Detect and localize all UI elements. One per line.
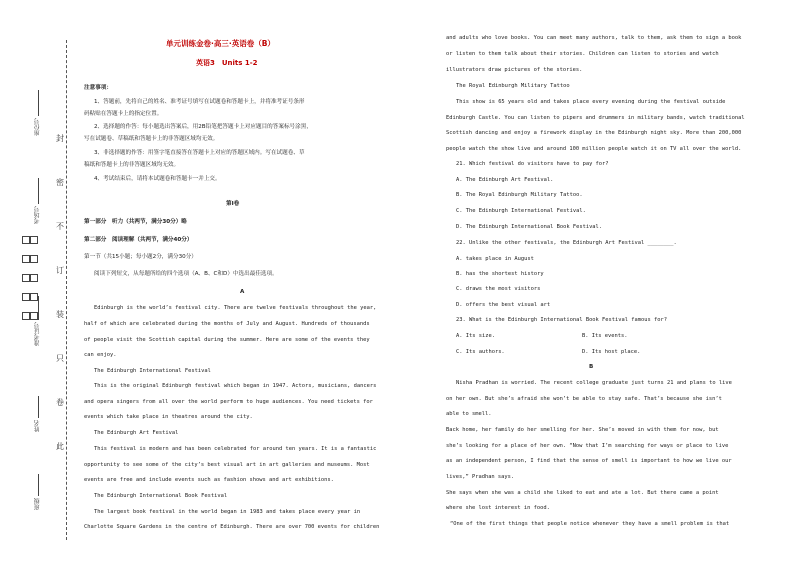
passage-line: as an independent person, I find that the sense of smell is important to how we live our [446,458,732,464]
notice-line: 2、选择题的作答：每小题选出答案后，用2B铅笔把答题卡上对应题目的答案标号涂黑， [94,124,312,130]
question-option[interactable]: B. Its events. [582,333,628,339]
passage-line: of people visit the Scottish capital during the summer. Here are some of the events they [84,337,370,343]
seat-number-label: 座位号 [34,118,41,136]
question-option[interactable]: D. The Edinburgh International Book Festival. [456,224,603,230]
exam-title: 单元训练金卷·高三·英语卷（B） [166,39,275,48]
notice-line: 3、非选择题的作答：用签字笔直接答在答题卡上对应的答题区域内。写在试题卷、草 [94,150,305,156]
passage-line: events are free and include events such as fashion shows and art exhibitions. [84,477,334,483]
section1-heading: 第一节（共15小题；每小题2分，满分30分） [84,254,197,260]
passage-line: This show is 65 years old and takes place every evening during the festival outside [456,99,726,105]
question-stem: 22. Unlike the other festivals, the Edinburgh Art Festival ________. [456,240,677,246]
binding-strip [0,0,66,562]
notice-heading: 注意事项： [84,85,112,91]
seat-number-line[interactable] [38,90,39,116]
binding-char: 只 [56,354,64,363]
question-option[interactable]: A. takes place in August [456,256,534,262]
notice-line: 1、答题前，先将自己的姓名、准考证号填写在试题卷和答题卡上，并将准考证号条形 [94,99,305,105]
passage-line: and adults who love books. You can meet many authors, talk to them, ask them to sign a book [446,35,742,41]
part1-heading: 第一部分 听力（共两节，满分30分）略 [84,219,187,225]
passage-line: or listen to them talk about their stories. Children can listen to stories and watch [446,51,719,57]
passage-a-letter: A [240,289,245,295]
class-label: 班级 [34,498,41,510]
passage-line: can enjoy. [84,352,117,358]
binding-char: 密 [56,178,64,187]
question-option[interactable]: A. Its size. [456,333,495,339]
class-line[interactable] [38,474,39,496]
room-number-line[interactable] [38,178,39,204]
notice-line: 稿纸和答题卡上的非答题区域均无效。 [84,162,180,168]
passage-line: She says when she was a child she liked to eat and ate a lot. But there came a point [446,490,719,496]
name-line[interactable] [38,396,39,418]
question-option[interactable]: B. has the shortest history [456,271,544,277]
passage-line: lives,” Pradhan says. [446,474,515,480]
passage-line: Edinburgh Castle. You can listen to pipers and drummers in military bands, watch traditional [446,115,745,121]
passage-line: on her own. But she’s afraid she won’t be able to stay safe. That’s because she isn’t [446,396,722,402]
passage-line: illustrators draw pictures of the stories. [446,67,583,73]
festival-heading: The Royal Edinburgh Military Tattoo [456,83,570,89]
question-stem: 23. What is the Edinburgh International Book Festival famous for? [456,317,667,323]
part2-heading: 第二部分 阅读理解（共两节，满分40分） [84,237,193,243]
question-option[interactable]: C. draws the most visitors [456,286,541,292]
notice-line: 码粘贴在答题卡上的指定位置。 [84,111,163,117]
passage-line: events which take place in theatres around the city. [84,414,253,420]
binding-char: 装 [56,310,64,319]
exam-subtitle: 英语3 Units 1-2 [196,59,258,67]
passage-line: people watch the show live and around 100 million people watch it on TV all over the world. [446,146,742,152]
binding-char: 封 [56,134,64,143]
notice-line: 4、考试结束后，请将本试题卷和答题卡一并上交。 [94,176,221,182]
passage-line: Charlotte Square Gardens in the centre of Edinburgh. There are over 700 events for children [84,524,380,530]
room-number-label: 考场号 [34,206,41,224]
ticket-number-label: 准考证号 [34,322,41,346]
instruction: 阅读下列短文，从每题所给的四个选项（A、B、C和D）中选出最佳选项。 [94,271,278,277]
binding-char: 此 [56,442,64,451]
passage-line: able to smell. [446,411,492,417]
question-option[interactable]: A. The Edinburgh Art Festival. [456,177,554,183]
question-option[interactable]: D. offers the best visual art [456,302,551,308]
passage-line: This festival is modern and has been celebrated for around ten years. It is a fantastic [94,446,377,452]
passage-line: This is the original Edinburgh festival which began in 1947. Actors, musicians, dancers [94,383,377,389]
passage-line: Back home, her family do her smelling for her. She’s moved in with them for now, but [446,427,719,433]
passage-line: and opera singers from all over the world perform to huge audiences. You need tickets for [84,399,373,405]
notice-line: 写在试题卷、草稿纸和答题卡上的非答题区域均无效。 [84,136,219,142]
passage-line: “One of the first things that people notice whenever they have a smell problem is that [450,521,730,527]
passage-b-letter: B [589,364,594,370]
volume-heading: 第Ⅰ卷 [226,201,240,207]
question-option[interactable]: C. Its authors. [456,349,505,355]
question-option[interactable]: D. Its host place. [582,349,641,355]
festival-heading: The Edinburgh International Festival [94,368,211,374]
binding-char: 卷 [56,398,64,407]
passage-line: Scottish dancing and enjoy a firework display in the Edinburgh night sky. More than 200,000 [446,130,742,136]
passage-line: opportunity to see some of the city’s best visual art in art galleries and museums. Most [84,462,370,468]
passage-line: Edinburgh is the world’s festival city. There are twelve festivals throughout the year, [94,305,377,311]
passage-line: she’s looking for a place of her own. “Now that I’m searching for ways or place to live [446,443,729,449]
question-option[interactable]: B. The Royal Edinburgh Military Tattoo. [456,192,583,198]
question-option[interactable]: C. The Edinburgh International Festival. [456,208,586,214]
binding-char: 订 [56,266,64,275]
festival-heading: The Edinburgh International Book Festival [94,493,228,499]
ticket-number-line[interactable] [38,296,39,320]
question-stem: 21. Which festival do visitors have to pay for? [456,161,609,167]
passage-line: Nisha Pradhan is worried. The recent college graduate just turns 21 and plans to live [456,380,732,386]
festival-heading: The Edinburgh Art Festival [94,430,179,436]
cut-line [66,40,67,540]
name-label: 姓名 [34,420,41,432]
passage-line: half of which are celebrated during the months of July and August. Hundreds of thousands [84,321,370,327]
passage-line: where she lost interest in food. [446,505,550,511]
passage-line: The largest book festival in the world began in 1983 and takes place every year in [94,509,361,515]
binding-char: 不 [56,222,64,231]
